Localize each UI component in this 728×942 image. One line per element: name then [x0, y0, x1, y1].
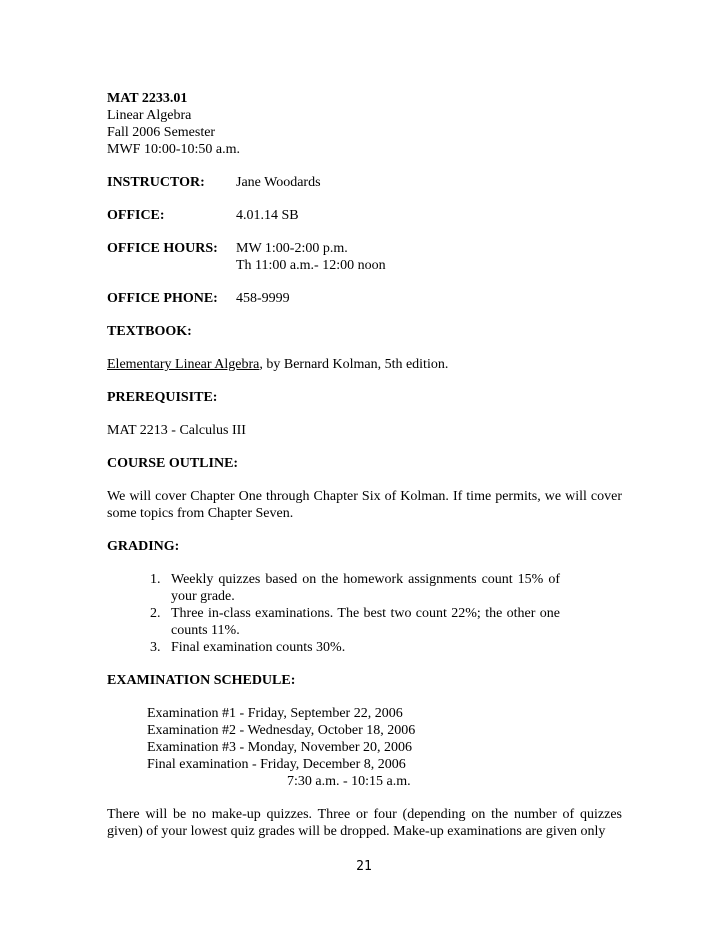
- office-hours-label: OFFICE HOURS:: [107, 241, 218, 256]
- office-hours-line-2: Th 11:00 a.m.- 12:00 noon: [236, 258, 386, 273]
- grading-heading: GRADING:: [107, 539, 180, 554]
- exam-line: Final examination - Friday, December 8, 2006: [147, 757, 406, 772]
- grading-item-text: Final examination counts 30%.: [171, 640, 346, 655]
- course-code: MAT 2233.01: [107, 91, 188, 106]
- exam-line: Examination #2 - Wednesday, October 18, 2006: [147, 723, 416, 738]
- exam-schedule-heading: EXAMINATION SCHEDULE:: [107, 673, 296, 688]
- grading-item: [150, 605, 560, 639]
- prerequisite-value: MAT 2213 - Calculus III: [107, 423, 246, 438]
- grading-item-text: Weekly quizzes based on the homework assignments count 15% of your grade.: [171, 572, 560, 604]
- office-hours-row: [107, 240, 622, 274]
- exam-schedule-list: [147, 705, 622, 790]
- instructor-row: [107, 174, 622, 191]
- office-hours-line-1: MW 1:00-2:00 p.m.: [236, 241, 348, 256]
- course-outline-heading: COURSE OUTLINE:: [107, 456, 239, 471]
- final-exam-time: 7:30 a.m. - 10:15 a.m.: [287, 774, 411, 789]
- grading-item-number: 3.: [150, 640, 161, 655]
- grading-item-text: Three in-class examinations. The best two count 22%; the other one counts 11%.: [171, 606, 560, 638]
- textbook-heading: TEXTBOOK:: [107, 324, 192, 339]
- exam-line: Examination #1 - Friday, September 22, 2006: [147, 706, 403, 721]
- office-phone-label: OFFICE PHONE:: [107, 291, 218, 306]
- prerequisite-heading: PREREQUISITE:: [107, 390, 218, 405]
- textbook-details: , by Bernard Kolman, 5th edition.: [259, 357, 449, 372]
- office-phone-value: 458-9999: [236, 291, 290, 306]
- course-semester: Fall 2006 Semester: [107, 125, 216, 140]
- office-phone-row: [107, 290, 622, 307]
- course-schedule: MWF 10:00-10:50 a.m.: [107, 142, 240, 157]
- grading-item: [150, 639, 560, 656]
- office-value: 4.01.14 SB: [236, 208, 299, 223]
- grading-item-number: 2.: [150, 606, 161, 621]
- syllabus-page: [107, 90, 622, 840]
- instructor-value: Jane Woodards: [236, 175, 321, 190]
- exam-line: Examination #3 - Monday, November 20, 2006: [147, 740, 413, 755]
- closing-paragraph: There will be no make-up quizzes. Three or four (depending on the number of quizzes given) of your lowest quiz grades will be dropped. Make-up examinations are given only: [107, 807, 622, 839]
- textbook-title: Elementary Linear Algebra: [107, 357, 260, 372]
- office-hours-value: [236, 240, 386, 274]
- course-title: Linear Algebra: [107, 108, 192, 123]
- grading-list: [107, 571, 622, 656]
- grading-item-number: 1.: [150, 572, 161, 587]
- grading-item: [150, 571, 560, 605]
- course-outline-text: We will cover Chapter One through Chapter Six of Kolman. If time permits, we will cover some topics from Chapter Seven.: [107, 489, 622, 521]
- page-number: 21: [356, 859, 372, 874]
- textbook-entry: [107, 356, 622, 373]
- office-label: OFFICE:: [107, 208, 165, 223]
- office-row: [107, 207, 622, 224]
- instructor-label: INSTRUCTOR:: [107, 175, 205, 190]
